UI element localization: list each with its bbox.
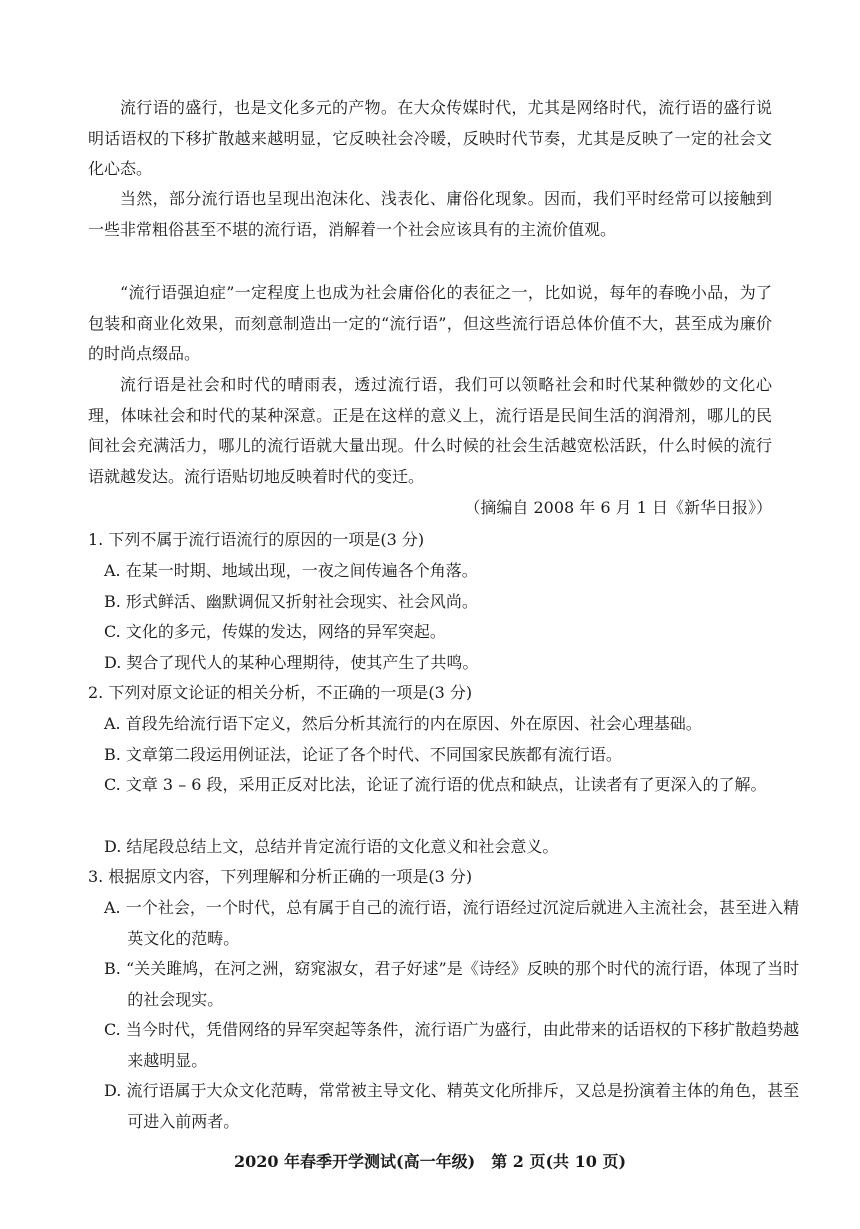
question-3-stem: 3. 根据原文内容，下列理解和分析正确的一项是(3 分) [88,867,473,886]
question-2-stem: 2. 下列对原文论证的相关分析，不正确的一项是(3 分) [88,683,473,702]
question-1-option-b: B. 形式鲜活、幽默调侃又折射社会现实、社会风尚。 [104,592,478,611]
passage-paragraph-3: “流行语强迫症”一定程度上也成为社会庸俗化的表征之一，比如说，每年的春晚小品，为了包装和商业化效果，而刻意制造出一定的“流行语”，但这些流行语总体价值不大，甚至成为廉价的时尚点缀品。 [88,283,772,363]
question-1-option-d: D. 契合了现代人的某种心理期待，使其产生了共鸣。 [104,653,479,672]
question-1-stem: 1. 下列不属于流行语流行的原因的一项是(3 分) [88,530,425,549]
question-3-option-b: B. “关关雎鸠，在河之洲，窈窕淑女，君子好逑”是《诗经》反映的那个时代的流行语，体现了当时的社会现实。 [104,959,800,1009]
question-1-option-a: A. 在某一时期、地域出现，一夜之间传遍各个角落。 [104,561,478,580]
question-3-option-d: D. 流行语属于大众文化范畴，常常被主导文化、精英文化所排斥，又总是扮演着主体的角色，甚至可进入前两者。 [104,1081,800,1131]
question-2-option-a: A. 首段先给流行语下定义，然后分析其流行的内在原因、外在原因、社会心理基础。 [104,714,702,733]
source-citation: （摘编自 2008 年 6 月 1 日《新华日报》） [464,498,772,517]
question-2-option-c: C. 文章 3 – 6 段，采用正反对比法，论证了流行语的优点和缺点，让读者有了更深入的了解。 [104,775,767,794]
passage-paragraph-2: 当然，部分流行语也呈现出泡沫化、浅表化、庸俗化现象。因而，我们平时经常可以接触到一些非常粗俗甚至不堪的流行语，消解着一个社会应该具有的主流价值观。 [88,189,772,239]
question-1-option-c: C. 文化的多元，传媒的发达，网络的异军突起。 [104,622,446,641]
question-2-option-d: D. 结尾段总结上文，总结并肯定流行语的文化意义和社会意义。 [104,837,559,856]
page-footer: 2020 年春季开学测试(高一年级) 第 2 页(共 10 页) [233,1152,627,1171]
question-3-option-c: C. 当今时代，凭借网络的异军突起等条件，流行语广为盛行，由此带来的话语权的下移扩散趋势越来越明显。 [104,1020,800,1070]
question-3-option-a: A. 一个社会，一个时代，总有属于自己的流行语，流行语经过沉淀后就进入主流社会，甚至进入精英文化的范畴。 [104,898,800,948]
question-2-option-b: B. 文章第二段运用例证法，论证了各个时代、不同国家民族都有流行语。 [104,745,622,764]
passage-paragraph-4: 流行语是社会和时代的晴雨表，透过流行语，我们可以领略社会和时代某种微妙的文化心理，体味社会和时代的某种深意。正是在这样的意义上，流行语是民间生活的润滑剂，哪儿的民间社会充满活力，哪儿的流行语就大量出现。什么时候的社会生活越宽松活跃，什么时候的流行语就越发达。流行语贴切地反映着时代的变迁。 [88,375,772,486]
passage-paragraph-1: 流行语的盛行，也是文化多元的产物。在大众传媒时代，尤其是网络时代，流行语的盛行说明话语权的下移扩散越来越明显，它反映社会冷暖，反映时代节奏，尤其是反映了一定的社会文化心态。 [88,98,772,178]
